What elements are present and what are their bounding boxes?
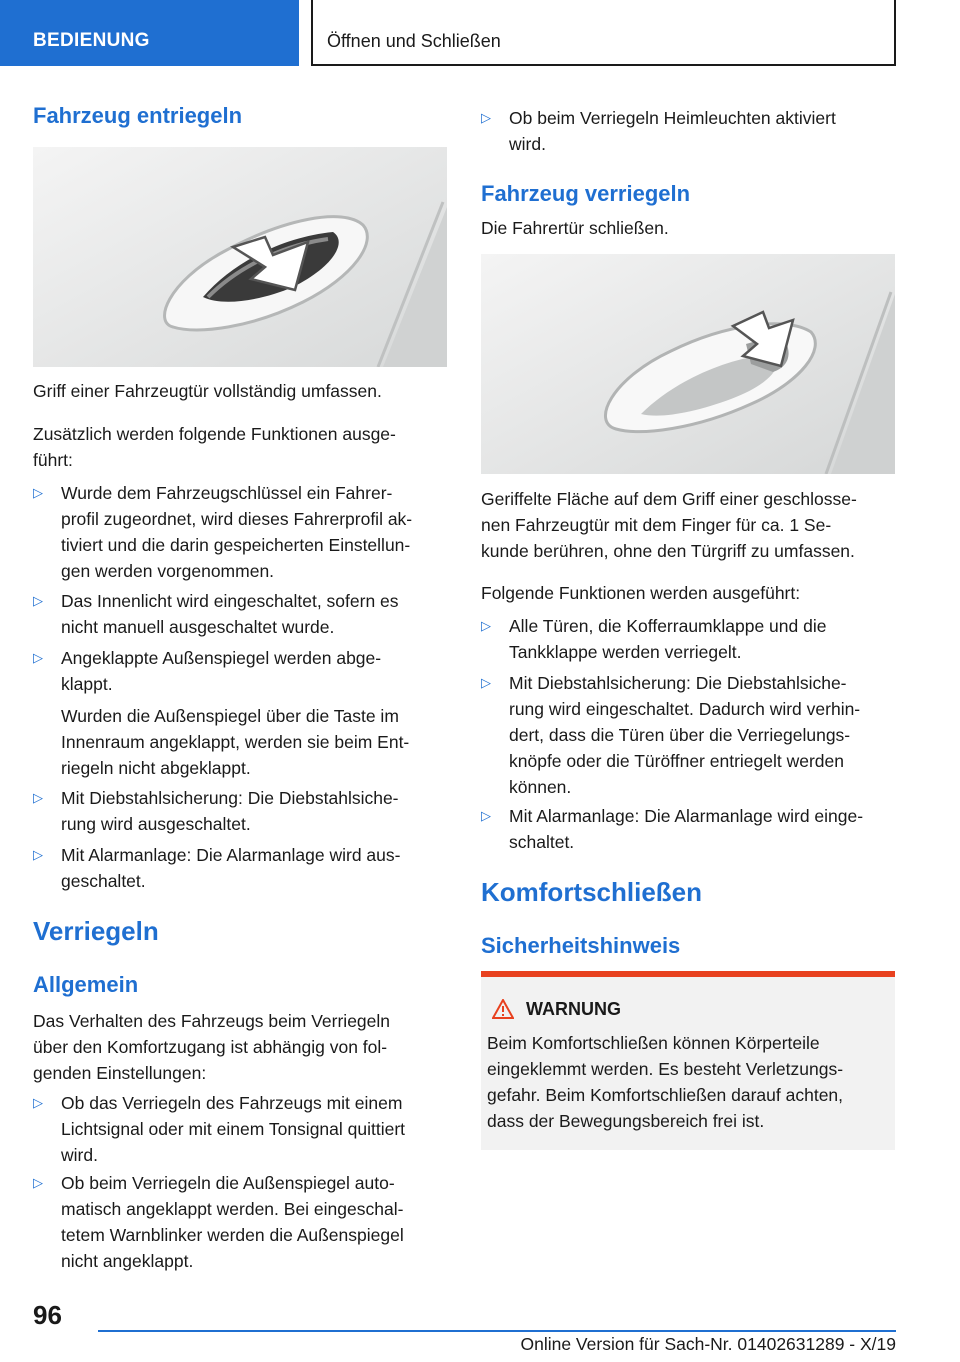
header-chapter-label: Öffnen und Schließen <box>327 31 501 51</box>
bullet-triangle-icon: ▷ <box>33 593 43 608</box>
page-number: 96 <box>33 1300 62 1330</box>
heading-fahrzeug-verriegeln: Fahrzeug verriegeln <box>481 181 691 206</box>
warning-title: WARNUNG <box>526 999 621 1019</box>
footer-divider <box>98 1330 896 1332</box>
header-section-label: BEDIENUNG <box>33 30 150 51</box>
bullet-triangle-icon: ▷ <box>33 650 43 665</box>
figure-door-handle-grip <box>33 147 447 367</box>
warning-text: Beim Komfortschließen können Körperteile eingeklemmt werden. Es besteht Verletzungs- gefahr. Beim Komfortschließen darauf achten, dass der Bewegungsbereich frei ist. <box>487 1033 844 1131</box>
footer-online-version: Online Version für Sach-Nr. 01402631289 - X/19 <box>520 1334 896 1354</box>
heading-komfortschliessen: Komfortschließen <box>481 877 703 907</box>
header-section-tab <box>0 0 299 66</box>
caption-touch-handle: Geriffelte Fläche auf dem Griff einer geschlosse- nen Fahrzeugtür mit dem Finger für ca. 1 Se- kunde berühren, ohne den Türgriff zu umfassen. <box>481 489 857 561</box>
paragraph-additional-functions: Zusätzlich werden folgende Funktionen ausge- führt: <box>33 424 396 470</box>
door-handle-touch-illustration <box>481 254 895 474</box>
bullet-triangle-icon: ▷ <box>481 675 491 690</box>
heading-fahrzeug-entriegeln: Fahrzeug entriegeln <box>33 103 243 128</box>
caption-grip-handle: Griff einer Fahrzeugtür vollständig umfassen. <box>33 381 382 401</box>
paragraph-general: Das Verhalten des Fahrzeugs beim Verriegeln über den Komfortzugang ist abhängig von fol- genden Einstellungen: <box>33 1011 391 1083</box>
figure-door-handle-touch <box>481 254 895 474</box>
warning-triangle-icon <box>492 999 514 1019</box>
bullet-triangle-icon: ▷ <box>33 485 43 500</box>
bullet-triangle-icon: ▷ <box>481 618 491 633</box>
mirror-note: Wurden die Außenspiegel über die Taste im Innenraum angeklappt, werden sie beim Ent- riegeln nicht abgeklappt. <box>61 706 410 778</box>
bullet-triangle-icon: ▷ <box>481 110 491 125</box>
heading-verriegeln: Verriegeln <box>33 916 159 946</box>
header-chapter-tab <box>311 0 896 66</box>
bullet-triangle-icon: ▷ <box>33 847 43 862</box>
warning-box <box>481 977 895 1150</box>
paragraph-functions: Folgende Funktionen werden ausgeführt: <box>481 583 801 603</box>
bullet-triangle-icon: ▷ <box>33 790 43 805</box>
door-handle-illustration <box>33 147 447 367</box>
paragraph-close-door: Die Fahrertür schließen. <box>481 218 669 238</box>
heading-sicherheitshinweis: Sicherheitshinweis <box>481 933 681 958</box>
heading-allgemein: Allgemein <box>33 972 139 997</box>
bullet-triangle-icon: ▷ <box>33 1095 43 1110</box>
bullet-triangle-icon: ▷ <box>481 808 491 823</box>
bullet-triangle-icon: ▷ <box>33 1175 43 1190</box>
